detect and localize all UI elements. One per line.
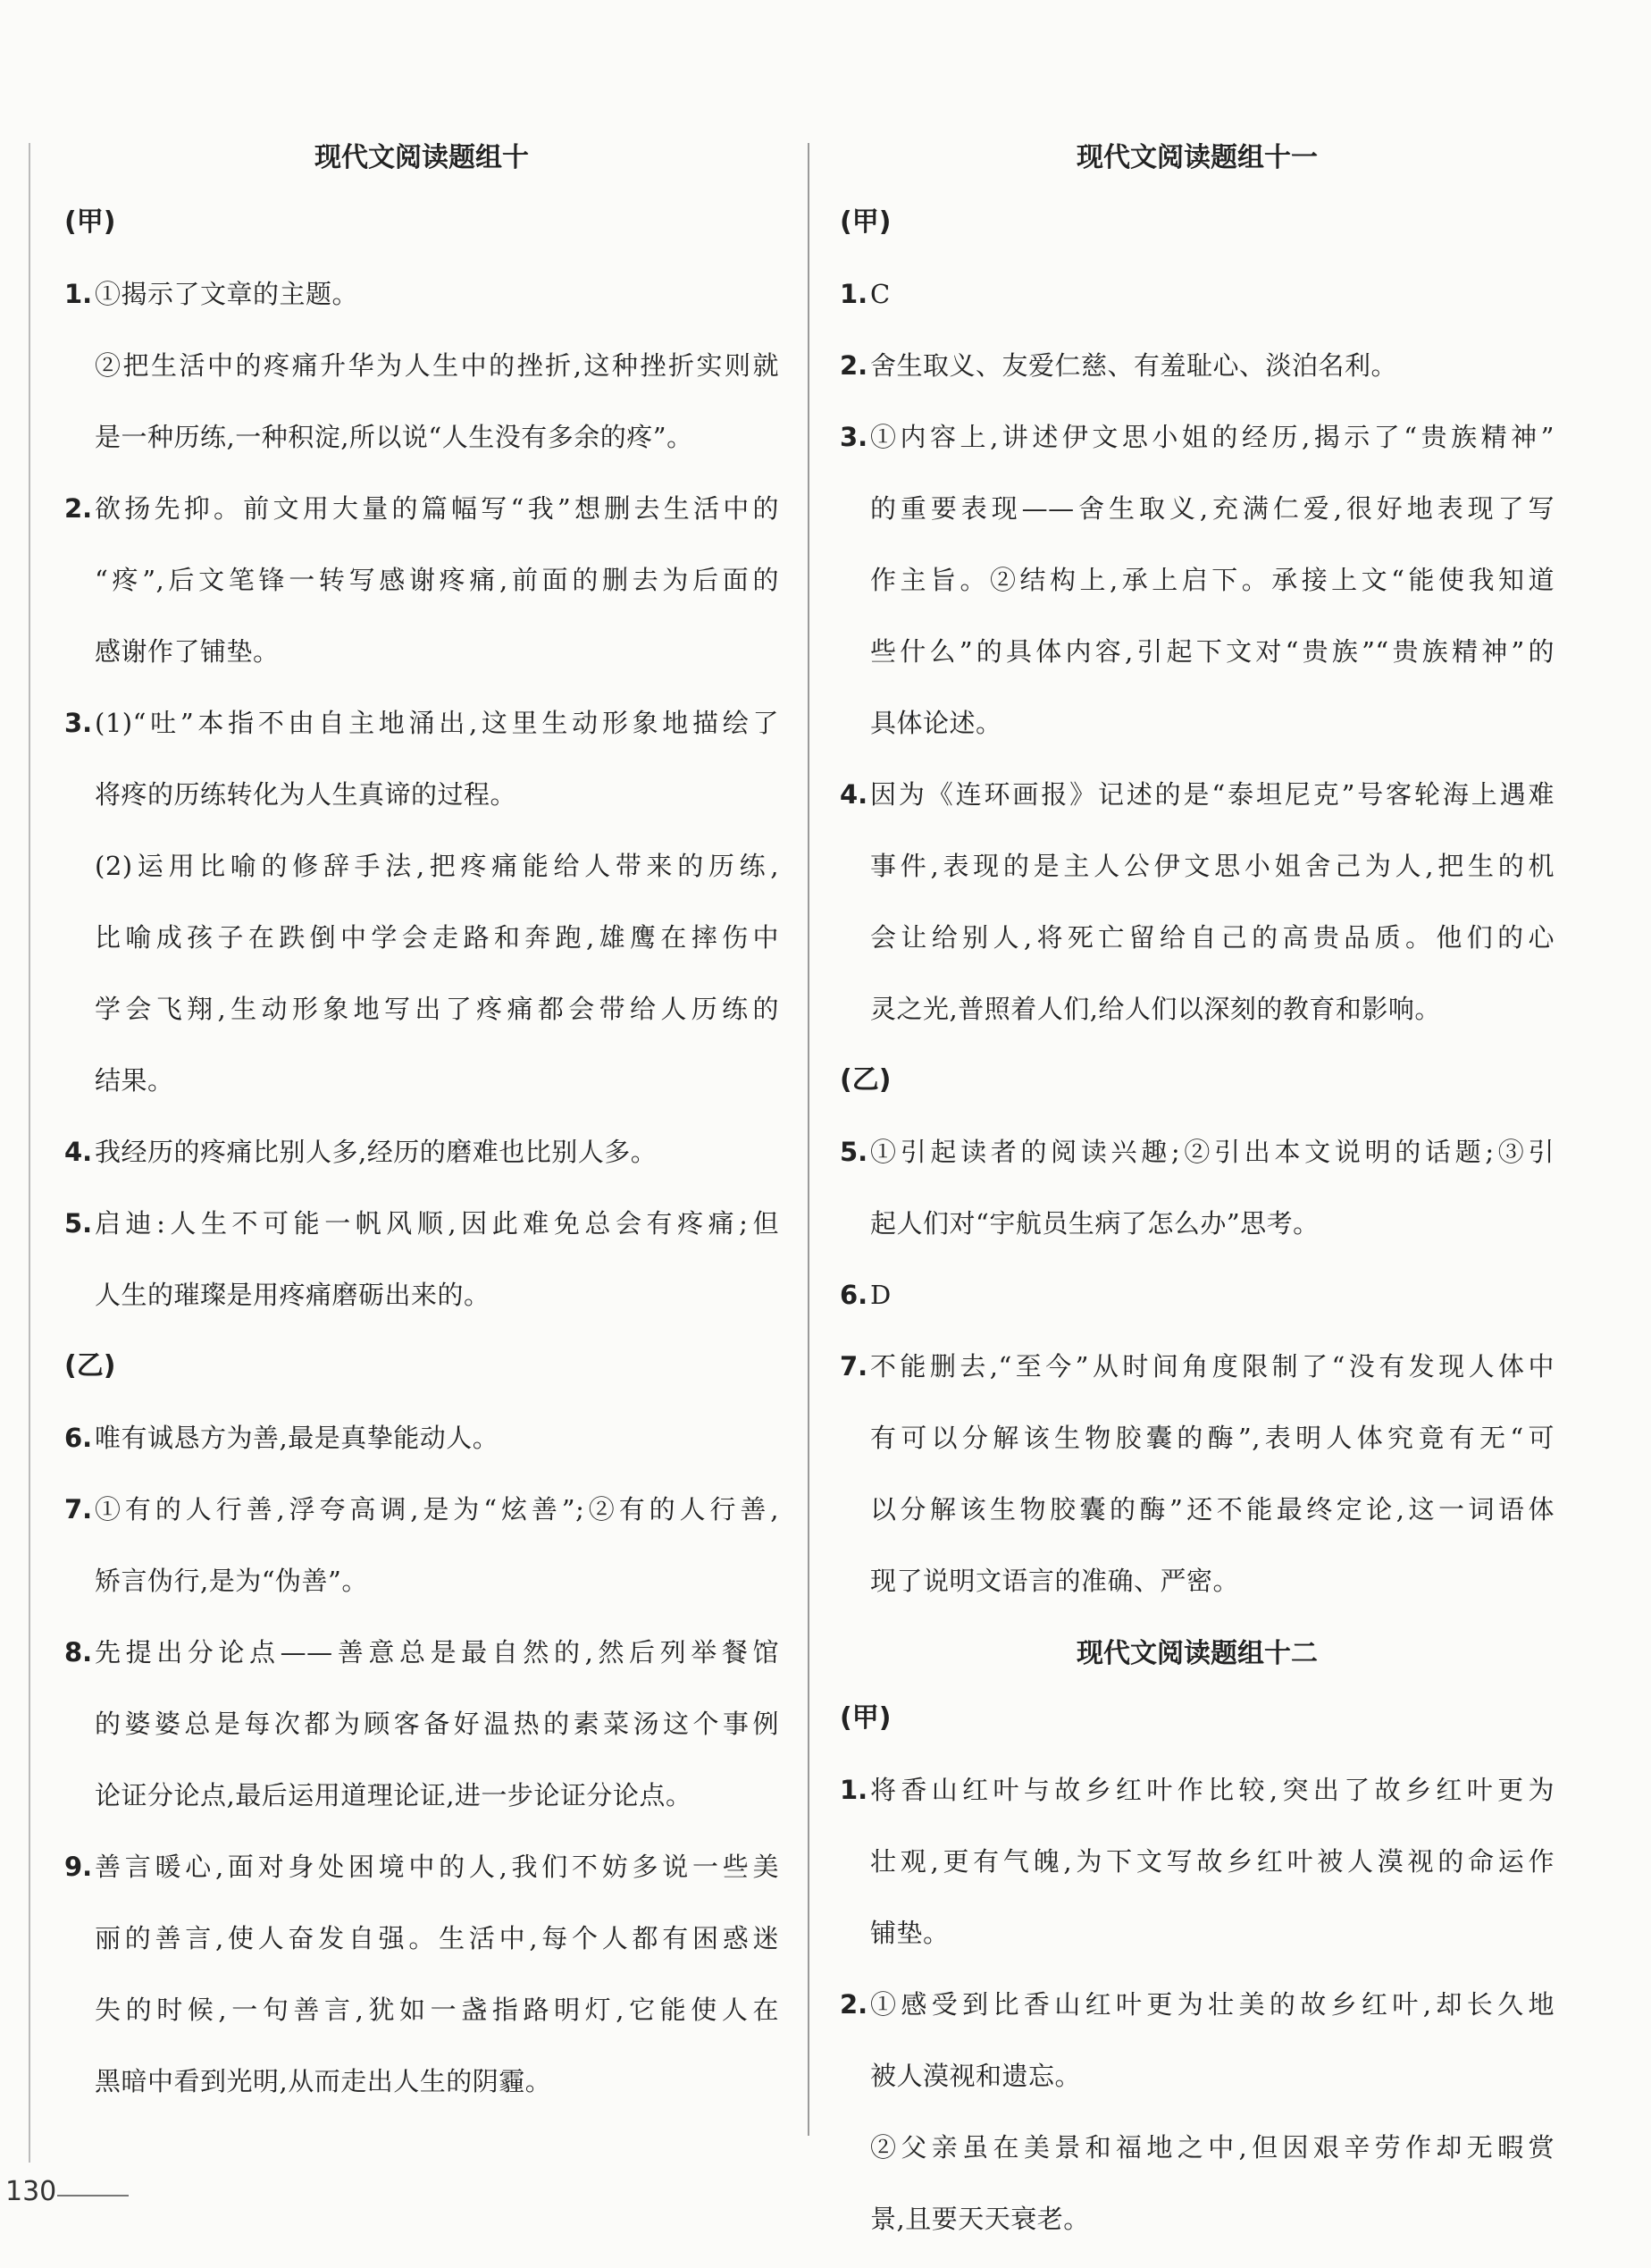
item-body	[95, 1844, 779, 2104]
item-body	[870, 343, 1555, 388]
answer-item	[840, 1768, 1555, 1955]
text-line: 起人们对“宇航员生病了怎么办”思考。	[870, 1208, 1320, 1239]
left-margin-rule	[29, 143, 30, 2163]
text-line: D	[870, 1280, 892, 1310]
answer-item	[64, 1130, 779, 1174]
text-line: 学会飞翔,生动形象地写出了疼痛都会带给人历练的	[95, 994, 779, 1024]
text-line: 以分解该生物胶囊的酶”还不能最终定论,这一词语体	[870, 1494, 1555, 1525]
item-number: 2.	[840, 1989, 868, 2020]
item-number: 5.	[64, 1208, 93, 1239]
text-line: 现了说明文语言的准确、严密。	[870, 1566, 1240, 1596]
item-number: 8.	[64, 1637, 93, 1667]
text-line: 人生的璀璨是用疼痛磨砺出来的。	[95, 1280, 490, 1310]
text-line: 的婆婆总是每次都为顾客备好温热的素菜汤这个事例	[95, 1709, 779, 1739]
text-line: 不能删去,“至今”从时间角度限制了“没有发现人体中	[870, 1351, 1555, 1382]
answer-item	[64, 701, 779, 817]
item-number: 6.	[64, 1423, 93, 1453]
text-line: ①有的人行善,浮夸高调,是为“炫善”;②有的人行善,	[95, 1494, 779, 1525]
item-number: 1.	[64, 279, 93, 309]
left-column	[64, 134, 779, 2130]
item-number: 9.	[64, 1852, 93, 1882]
section-label: (甲)	[840, 206, 892, 238]
text-line: C	[870, 279, 891, 309]
answer-item	[840, 415, 1555, 745]
text-line: 失的时候,一句善言,犹如一盏指路明灯,它能使人在	[95, 1995, 779, 2025]
item-number: 1.	[840, 279, 868, 309]
answer-item	[64, 1844, 779, 2104]
text-line: 作主旨。②结构上,承上启下。承接上文“能使我知道	[870, 565, 1555, 595]
item-body	[95, 272, 779, 316]
text-line: 些什么”的具体内容,引起下文对“贵族”“贵族精神”的	[870, 636, 1555, 667]
text-line: 启迪:人生不可能一帆风顺,因此难免总会有疼痛;但	[95, 1208, 779, 1239]
item-body	[870, 1130, 1555, 1246]
text-line: 壮观,更有气魄,为下文写故乡红叶被人漠视的命运作	[870, 1846, 1555, 1877]
text-line: 有可以分解该生物胶囊的酶”,表明人体究竟有无“可	[870, 1423, 1555, 1453]
item-body	[870, 1344, 1555, 1603]
text-line: 欲扬先抑。前文用大量的篇幅写“我”想删去生活中的	[95, 493, 779, 524]
right-column	[840, 134, 1555, 2268]
text-line: 黑暗中看到光明,从而走出人生的阴霾。	[95, 2066, 552, 2096]
item-body	[870, 1768, 1555, 1955]
text-line: (1)“吐”本指不由自主地涌出,这里生动形象地描绘了	[95, 708, 779, 738]
answer-item	[64, 1630, 779, 1818]
text-line: 灵之光,普照着人们,给人们以深刻的教育和影响。	[870, 994, 1441, 1024]
page-number: 130	[5, 2176, 57, 2207]
text-line: 善言暖心,面对身处困境中的人,我们不妨多说一些美	[95, 1852, 779, 1882]
section-title: 现代文阅读题组十二	[1077, 1638, 1318, 1669]
text-line: 事件,表现的是主人公伊文思小姐舍己为人,把生的机	[870, 851, 1555, 881]
answer-item	[840, 1273, 1555, 1317]
item-number: 4.	[64, 1137, 93, 1167]
text-line: ①引起读者的阅读兴趣;②引出本文说明的话题;③引	[870, 1137, 1555, 1167]
item-number	[64, 844, 95, 1103]
text-line: ②把生活中的疼痛升华为人生中的挫折,这种挫折实则就	[95, 350, 779, 381]
answer-item	[64, 1487, 779, 1603]
item-number: 3.	[840, 422, 868, 452]
text-line: 铺垫。	[870, 1918, 950, 1948]
text-line: 被人漠视和遗忘。	[870, 2061, 1082, 2091]
answer-subitem	[64, 343, 779, 459]
item-body	[870, 772, 1555, 1031]
text-line: 我经历的疼痛比别人多,经历的磨难也比别人多。	[95, 1137, 658, 1167]
item-body	[95, 1487, 779, 1603]
answer-item	[840, 343, 1555, 388]
answer-item	[840, 1982, 1555, 2098]
text-line: 景,且要天天衰老。	[870, 2204, 1090, 2234]
text-line: 感谢作了铺垫。	[95, 636, 280, 667]
item-body	[95, 1415, 779, 1460]
item-number: 4.	[840, 779, 868, 810]
answer-item	[840, 272, 1555, 316]
text-line: 矫言伪行,是为“伪善”。	[95, 1566, 368, 1596]
item-number: 2.	[840, 350, 868, 381]
section-title: 现代文阅读题组十一	[1077, 142, 1318, 173]
text-line: ②父亲虽在美景和福地之中,但因艰辛劳作却无暇赏	[870, 2132, 1555, 2163]
section-label: (甲)	[64, 206, 116, 238]
text-line: 将疼的历练转化为人生真谛的过程。	[95, 779, 517, 810]
item-body	[95, 701, 779, 817]
item-number: 7.	[840, 1351, 868, 1382]
item-number: 6.	[840, 1280, 868, 1310]
text-line: 具体论述。	[870, 708, 1002, 738]
answer-item	[64, 1201, 779, 1317]
item-body	[95, 844, 779, 1103]
answer-item	[64, 1415, 779, 1460]
item-number: 2.	[64, 493, 93, 524]
answer-subitem	[840, 2125, 1555, 2241]
answer-item	[840, 772, 1555, 1031]
text-line: 论证分论点,最后运用道理论证,进一步论证分论点。	[95, 1780, 692, 1810]
section-label: (甲)	[840, 1702, 892, 1734]
item-number: 5.	[840, 1137, 868, 1167]
text-line: ①揭示了文章的主题。	[95, 279, 359, 309]
text-line: 会让给别人,将死亡留给自己的高贵品质。他们的心	[870, 922, 1555, 953]
text-line: 唯有诚恳方为善,最是真挚能动人。	[95, 1423, 499, 1453]
answer-subitem	[64, 844, 779, 1103]
text-line: 舍生取义、友爱仁慈、有羞耻心、淡泊名利。	[870, 350, 1398, 381]
item-body	[95, 1201, 779, 1317]
answer-item	[64, 486, 779, 674]
text-line: 因为《连环画报》记述的是“泰坦尼克”号客轮海上遇难	[870, 779, 1555, 810]
page-number-rule	[57, 2195, 129, 2197]
text-line: 结果。	[95, 1065, 174, 1096]
item-body	[870, 1273, 1555, 1317]
item-body	[870, 2125, 1555, 2241]
item-number: 1.	[840, 1775, 868, 1805]
item-body	[95, 486, 779, 674]
item-body	[870, 272, 1555, 316]
column-divider	[808, 143, 809, 2136]
item-number: 3.	[64, 708, 93, 738]
answer-item	[840, 1344, 1555, 1603]
item-body	[870, 415, 1555, 745]
section-title: 现代文阅读题组十	[314, 142, 529, 173]
item-body	[95, 1130, 779, 1174]
text-line: 先提出分论点——善意总是最自然的,然后列举餐馆	[95, 1637, 779, 1667]
text-line: “疼”,后文笔锋一转写感谢疼痛,前面的删去为后面的	[95, 565, 779, 595]
text-line: (2)运用比喻的修辞手法,把疼痛能给人带来的历练,	[95, 851, 779, 881]
section-label: (乙)	[840, 1064, 892, 1096]
section-label: (乙)	[64, 1350, 116, 1382]
text-line: 是一种历练,一种积淀,所以说“人生没有多余的疼”。	[95, 422, 693, 452]
item-body	[95, 1630, 779, 1818]
text-line: 丽的善言,使人奋发自强。生活中,每个人都有困惑迷	[95, 1923, 779, 1953]
item-number	[64, 343, 95, 459]
answer-item	[64, 272, 779, 316]
text-line: ①感受到比香山红叶更为壮美的故乡红叶,却长久地	[870, 1989, 1555, 2020]
text-line: 将香山红叶与故乡红叶作比较,突出了故乡红叶更为	[870, 1775, 1555, 1805]
text-line: 的重要表现——舍生取义,充满仁爱,很好地表现了写	[870, 493, 1555, 524]
item-body	[870, 1982, 1555, 2098]
item-number	[840, 2125, 870, 2241]
text-line: ①内容上,讲述伊文思小姐的经历,揭示了“贵族精神”	[870, 422, 1555, 452]
text-line: 比喻成孩子在跌倒中学会走路和奔跑,雄鹰在摔伤中	[95, 922, 779, 953]
item-body	[95, 343, 779, 459]
item-number: 7.	[64, 1494, 93, 1525]
answer-item	[840, 1130, 1555, 1246]
